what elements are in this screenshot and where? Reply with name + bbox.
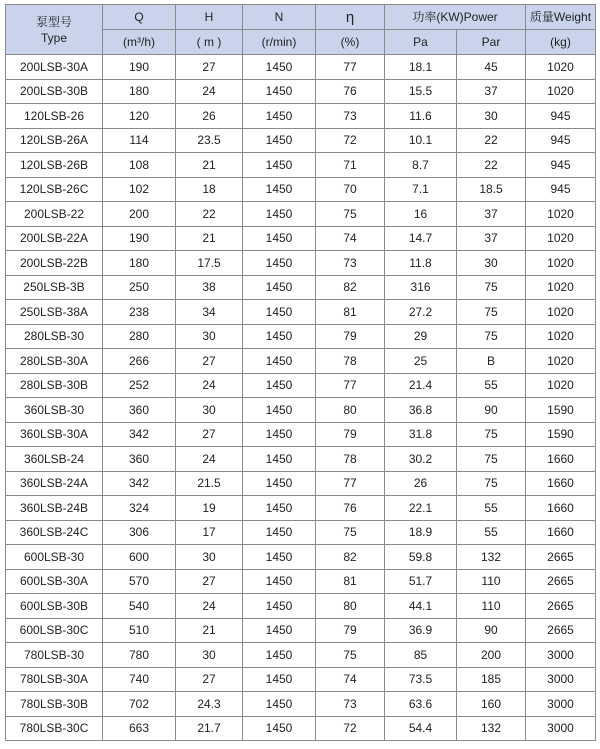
table-row [6,520,596,545]
cell-n: 1450 [243,618,316,643]
cell-par: 45 [457,55,526,80]
cell-q: 252 [103,373,176,398]
cell-par: B [457,349,526,374]
header-type-cn: 泵型号 [35,14,72,29]
cell-weight: 1020 [526,300,596,325]
cell-n: 1450 [243,667,316,692]
cell-pa: 36.9 [385,618,457,643]
table-row [6,373,596,398]
table-row [6,447,596,472]
cell-q: 114 [103,128,176,153]
cell-h: 21 [176,153,243,178]
table-row [6,153,596,178]
header-type [6,5,103,55]
cell-weight: 1660 [526,471,596,496]
table-header [6,5,596,55]
cell-eta: 71 [316,153,385,178]
cell-q: 200 [103,202,176,227]
cell-eta: 75 [316,520,385,545]
cell-n: 1450 [243,545,316,570]
cell-par: 75 [457,275,526,300]
cell-h: 24.3 [176,692,243,717]
cell-q: 780 [103,643,176,668]
cell-eta: 74 [316,226,385,251]
cell-eta: 77 [316,471,385,496]
cell-pa: 59.8 [385,545,457,570]
cell-q: 702 [103,692,176,717]
cell-n: 1450 [243,226,316,251]
cell-h: 27 [176,569,243,594]
table-row [6,692,596,717]
cell-type: 200LSB-30A [6,55,103,80]
cell-n: 1450 [243,496,316,521]
cell-n: 1450 [243,422,316,447]
cell-pa: 27.2 [385,300,457,325]
cell-par: 55 [457,373,526,398]
cell-type: 120LSB-26 [6,104,103,129]
cell-eta: 77 [316,55,385,80]
cell-eta: 79 [316,618,385,643]
cell-type: 360LSB-30 [6,398,103,423]
cell-h: 24 [176,594,243,619]
cell-q: 238 [103,300,176,325]
cell-q: 280 [103,324,176,349]
cell-eta: 78 [316,447,385,472]
table-row [6,349,596,374]
cell-h: 30 [176,324,243,349]
pump-spec-table [5,4,596,741]
cell-par: 37 [457,79,526,104]
cell-n: 1450 [243,177,316,202]
cell-n: 1450 [243,447,316,472]
cell-n: 1450 [243,202,316,227]
cell-pa: 36.8 [385,398,457,423]
cell-h: 24 [176,79,243,104]
cell-par: 160 [457,692,526,717]
header-h-unit: ( m ) [176,30,243,55]
cell-par: 22 [457,153,526,178]
cell-type: 360LSB-24 [6,447,103,472]
cell-type: 780LSB-30B [6,692,103,717]
cell-weight: 1020 [526,251,596,276]
cell-type: 280LSB-30A [6,349,103,374]
cell-pa: 7.1 [385,177,457,202]
cell-type: 360LSB-24B [6,496,103,521]
table-row [6,177,596,202]
cell-weight: 1020 [526,79,596,104]
header-n-unit: (r/min) [243,30,316,55]
cell-pa: 22.1 [385,496,457,521]
cell-par: 132 [457,716,526,741]
cell-h: 30 [176,545,243,570]
cell-weight: 2665 [526,545,596,570]
cell-n: 1450 [243,569,316,594]
cell-n: 1450 [243,324,316,349]
cell-q: 180 [103,79,176,104]
cell-h: 30 [176,643,243,668]
cell-weight: 1020 [526,226,596,251]
cell-weight: 3000 [526,667,596,692]
cell-pa: 11.6 [385,104,457,129]
cell-h: 21.5 [176,471,243,496]
cell-type: 250LSB-3B [6,275,103,300]
cell-eta: 81 [316,569,385,594]
cell-eta: 82 [316,545,385,570]
cell-type: 600LSB-30C [6,618,103,643]
cell-type: 780LSB-30C [6,716,103,741]
cell-par: 75 [457,471,526,496]
cell-n: 1450 [243,471,316,496]
cell-h: 22 [176,202,243,227]
cell-n: 1450 [243,153,316,178]
cell-weight: 945 [526,153,596,178]
cell-type: 250LSB-38A [6,300,103,325]
cell-eta: 79 [316,324,385,349]
cell-type: 200LSB-22B [6,251,103,276]
cell-pa: 25 [385,349,457,374]
table-row [6,545,596,570]
table-row [6,594,596,619]
cell-type: 600LSB-30 [6,545,103,570]
cell-h: 23.5 [176,128,243,153]
cell-eta: 76 [316,496,385,521]
cell-eta: 72 [316,128,385,153]
cell-h: 27 [176,422,243,447]
table-row [6,324,596,349]
cell-h: 24 [176,447,243,472]
cell-eta: 73 [316,251,385,276]
cell-n: 1450 [243,349,316,374]
cell-weight: 3000 [526,643,596,668]
cell-eta: 76 [316,79,385,104]
cell-eta: 72 [316,716,385,741]
cell-n: 1450 [243,275,316,300]
cell-eta: 79 [316,422,385,447]
cell-par: 30 [457,251,526,276]
cell-h: 34 [176,300,243,325]
cell-n: 1450 [243,251,316,276]
cell-eta: 73 [316,104,385,129]
cell-n: 1450 [243,373,316,398]
cell-eta: 80 [316,594,385,619]
cell-pa: 15.5 [385,79,457,104]
cell-q: 360 [103,447,176,472]
table-row [6,398,596,423]
cell-q: 600 [103,545,176,570]
cell-h: 21.7 [176,716,243,741]
cell-q: 663 [103,716,176,741]
cell-weight: 1660 [526,496,596,521]
cell-par: 55 [457,496,526,521]
cell-par: 75 [457,324,526,349]
cell-weight: 3000 [526,716,596,741]
header-q: Q [103,5,176,30]
cell-pa: 11.8 [385,251,457,276]
cell-q: 190 [103,55,176,80]
cell-n: 1450 [243,594,316,619]
cell-n: 1450 [243,55,316,80]
header-eta-unit: (%) [316,30,385,55]
cell-par: 90 [457,398,526,423]
cell-pa: 30.2 [385,447,457,472]
table-row [6,643,596,668]
cell-h: 27 [176,55,243,80]
cell-eta: 75 [316,202,385,227]
cell-pa: 54.4 [385,716,457,741]
cell-type: 120LSB-26B [6,153,103,178]
cell-weight: 2665 [526,569,596,594]
cell-weight: 3000 [526,692,596,717]
table-row [6,128,596,153]
header-eta: η [316,5,385,30]
cell-par: 90 [457,618,526,643]
cell-q: 190 [103,226,176,251]
cell-weight: 945 [526,104,596,129]
table-row [6,667,596,692]
cell-h: 19 [176,496,243,521]
cell-weight: 1020 [526,349,596,374]
cell-n: 1450 [243,128,316,153]
cell-n: 1450 [243,520,316,545]
header-q-unit: (m³/h) [103,30,176,55]
cell-q: 108 [103,153,176,178]
cell-par: 132 [457,545,526,570]
cell-type: 280LSB-30 [6,324,103,349]
cell-h: 27 [176,349,243,374]
table-row [6,569,596,594]
cell-pa: 44.1 [385,594,457,619]
cell-q: 120 [103,104,176,129]
cell-h: 26 [176,104,243,129]
cell-n: 1450 [243,300,316,325]
cell-h: 30 [176,398,243,423]
cell-par: 110 [457,594,526,619]
cell-h: 18 [176,177,243,202]
table-row [6,79,596,104]
cell-par: 75 [457,447,526,472]
cell-weight: 1590 [526,398,596,423]
cell-q: 740 [103,667,176,692]
cell-pa: 63.6 [385,692,457,717]
cell-eta: 80 [316,398,385,423]
cell-q: 510 [103,618,176,643]
header-par: Par [457,30,526,55]
cell-n: 1450 [243,643,316,668]
cell-weight: 1020 [526,373,596,398]
table-row [6,422,596,447]
cell-type: 600LSB-30B [6,594,103,619]
cell-pa: 31.8 [385,422,457,447]
header-pa: Pa [385,30,457,55]
cell-q: 342 [103,422,176,447]
cell-par: 110 [457,569,526,594]
cell-type: 120LSB-26A [6,128,103,153]
cell-weight: 2665 [526,594,596,619]
cell-pa: 14.7 [385,226,457,251]
cell-weight: 1590 [526,422,596,447]
cell-par: 55 [457,520,526,545]
cell-q: 540 [103,594,176,619]
cell-eta: 74 [316,667,385,692]
cell-pa: 73.5 [385,667,457,692]
cell-par: 75 [457,300,526,325]
cell-pa: 316 [385,275,457,300]
cell-par: 75 [457,422,526,447]
cell-type: 120LSB-26C [6,177,103,202]
cell-pa: 51.7 [385,569,457,594]
cell-q: 102 [103,177,176,202]
cell-pa: 16 [385,202,457,227]
cell-eta: 73 [316,692,385,717]
cell-pa: 18.1 [385,55,457,80]
cell-par: 22 [457,128,526,153]
cell-q: 360 [103,398,176,423]
cell-type: 360LSB-24C [6,520,103,545]
table-row [6,202,596,227]
cell-weight: 945 [526,128,596,153]
cell-pa: 8.7 [385,153,457,178]
cell-pa: 21.4 [385,373,457,398]
cell-pa: 85 [385,643,457,668]
cell-q: 250 [103,275,176,300]
table-row [6,496,596,521]
table-row [6,275,596,300]
cell-weight: 1020 [526,202,596,227]
cell-h: 17.5 [176,251,243,276]
cell-n: 1450 [243,716,316,741]
cell-type: 200LSB-30B [6,79,103,104]
cell-q: 180 [103,251,176,276]
cell-weight: 1020 [526,275,596,300]
cell-type: 360LSB-24A [6,471,103,496]
cell-weight: 2665 [526,618,596,643]
cell-type: 200LSB-22A [6,226,103,251]
cell-par: 18.5 [457,177,526,202]
header-type-en: Type [40,30,67,45]
cell-n: 1450 [243,398,316,423]
table-row [6,471,596,496]
cell-h: 24 [176,373,243,398]
cell-eta: 82 [316,275,385,300]
header-n: N [243,5,316,30]
cell-pa: 10.1 [385,128,457,153]
cell-eta: 75 [316,643,385,668]
cell-weight: 945 [526,177,596,202]
cell-type: 600LSB-30A [6,569,103,594]
cell-q: 306 [103,520,176,545]
table-row [6,55,596,80]
header-weight: 质量Weight [526,5,596,30]
cell-eta: 70 [316,177,385,202]
cell-weight: 1660 [526,447,596,472]
cell-par: 37 [457,226,526,251]
cell-weight: 1660 [526,520,596,545]
header-weight-unit: (kg) [526,30,596,55]
table-body [6,55,596,741]
cell-q: 342 [103,471,176,496]
table-row [6,300,596,325]
header-power: 功率(KW)Power [385,5,526,30]
cell-h: 21 [176,226,243,251]
cell-h: 27 [176,667,243,692]
cell-q: 266 [103,349,176,374]
cell-pa: 18.9 [385,520,457,545]
header-h: H [176,5,243,30]
cell-h: 17 [176,520,243,545]
cell-h: 38 [176,275,243,300]
table-row [6,104,596,129]
cell-type: 360LSB-30A [6,422,103,447]
header-row-1 [6,5,596,30]
cell-par: 37 [457,202,526,227]
cell-h: 21 [176,618,243,643]
cell-eta: 78 [316,349,385,374]
cell-pa: 29 [385,324,457,349]
cell-n: 1450 [243,79,316,104]
cell-n: 1450 [243,692,316,717]
cell-weight: 1020 [526,55,596,80]
cell-n: 1450 [243,104,316,129]
cell-type: 780LSB-30A [6,667,103,692]
cell-par: 30 [457,104,526,129]
cell-par: 185 [457,667,526,692]
cell-par: 200 [457,643,526,668]
cell-q: 324 [103,496,176,521]
cell-weight: 1020 [526,324,596,349]
cell-type: 780LSB-30 [6,643,103,668]
cell-eta: 77 [316,373,385,398]
cell-type: 200LSB-22 [6,202,103,227]
cell-type: 280LSB-30B [6,373,103,398]
cell-eta: 81 [316,300,385,325]
table-row [6,251,596,276]
table-row [6,226,596,251]
table-row [6,618,596,643]
cell-q: 570 [103,569,176,594]
cell-pa: 26 [385,471,457,496]
table-row [6,716,596,741]
